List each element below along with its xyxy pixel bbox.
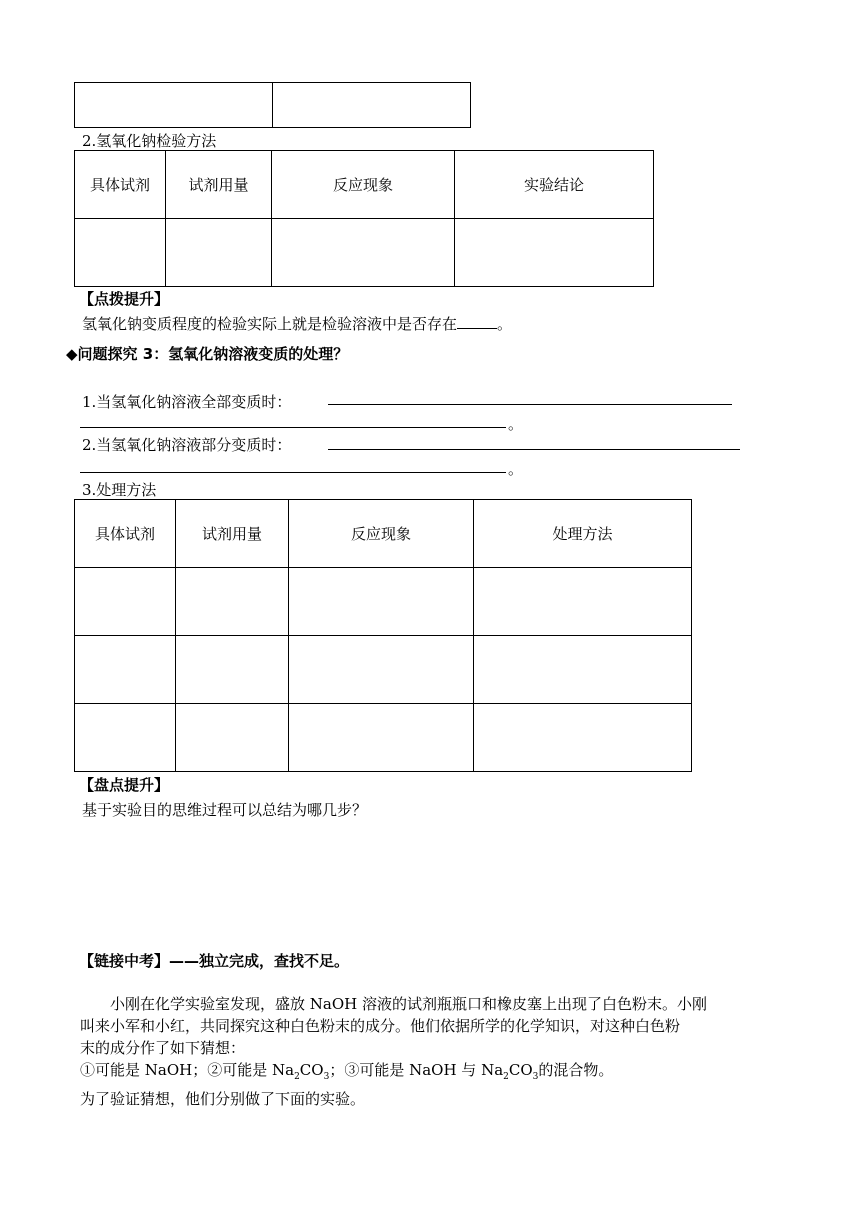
answer-blank[interactable] bbox=[457, 314, 497, 329]
tip-text: 基于实验目的思维过程可以总结为哪几步？ bbox=[82, 801, 368, 819]
section-title: 2.氢氧化钠检验方法 bbox=[82, 132, 217, 150]
table-cell[interactable] bbox=[176, 704, 289, 772]
table-header: 反应现象 bbox=[272, 151, 455, 219]
top-table bbox=[74, 82, 471, 128]
guesses-line bbox=[80, 1059, 780, 1088]
table-cell[interactable] bbox=[474, 636, 692, 704]
passage-line: 叫来小军和小红，共同探究这种白色粉末的成分。他们依据所学的化学知识，对这种白色粉 bbox=[80, 1017, 681, 1035]
table-header: 反应现象 bbox=[289, 500, 474, 568]
table-cell[interactable] bbox=[455, 219, 654, 287]
tip-text-after: 。 bbox=[497, 315, 513, 333]
guess-text: CO bbox=[508, 1061, 533, 1079]
table-cell[interactable] bbox=[176, 636, 289, 704]
passage-line: 小刚在化学实验室发现，盛放 NaOH 溶液的试剂瓶瓶口和橡皮塞上出现了白色粉末。小刚 bbox=[110, 995, 707, 1013]
tip-text bbox=[82, 314, 512, 334]
table-header: 具体试剂 bbox=[75, 500, 176, 568]
tip-text-before: 氢氧化钠变质程度的检验实际上就是检验溶液中是否存在 bbox=[82, 315, 458, 333]
subscript: 3 bbox=[323, 1072, 330, 1082]
tip-heading: 【盘点提升】 bbox=[79, 776, 170, 794]
problem-title bbox=[66, 343, 348, 364]
problem-title-text: 问题探究 3：氢氧化钠溶液变质的处理？ bbox=[77, 345, 349, 363]
passage-line: 末的成分作了如下猜想： bbox=[80, 1039, 246, 1057]
table-cell[interactable] bbox=[75, 704, 176, 772]
diamond-icon: ◆ bbox=[66, 345, 78, 363]
table-header: 试剂用量 bbox=[166, 151, 272, 219]
link-heading: 【链接中考】——独立完成，查找不足。 bbox=[79, 952, 350, 970]
subscript: 3 bbox=[532, 1072, 539, 1082]
question-1-label: 1.当氢氧化钠溶液全部变质时： bbox=[82, 393, 292, 411]
treatment-table bbox=[74, 499, 692, 772]
table-cell[interactable] bbox=[176, 568, 289, 636]
table-header: 具体试剂 bbox=[75, 151, 166, 219]
table-cell[interactable] bbox=[474, 704, 692, 772]
guess-text: ；③可能是 NaOH 与 Na bbox=[329, 1061, 504, 1079]
passage-line: 为了验证猜想，他们分别做了下面的实验。 bbox=[80, 1090, 366, 1108]
table-cell[interactable] bbox=[289, 636, 474, 704]
test-method-table bbox=[74, 150, 654, 287]
subscript: 2 bbox=[294, 1072, 300, 1082]
table-cell[interactable] bbox=[166, 219, 272, 287]
table-cell[interactable] bbox=[474, 568, 692, 636]
question-end: 。 bbox=[508, 460, 524, 478]
table-header: 实验结论 bbox=[455, 151, 654, 219]
subscript: 2 bbox=[503, 1072, 509, 1082]
table-cell[interactable] bbox=[75, 83, 273, 128]
answer-line[interactable] bbox=[328, 404, 732, 405]
table-header: 处理方法 bbox=[474, 500, 692, 568]
answer-line[interactable] bbox=[328, 449, 740, 450]
table-cell[interactable] bbox=[272, 219, 455, 287]
table-cell[interactable] bbox=[75, 568, 176, 636]
table-cell[interactable] bbox=[75, 636, 176, 704]
tip-heading: 【点拨提升】 bbox=[79, 290, 170, 308]
table-cell[interactable] bbox=[289, 568, 474, 636]
table-header: 试剂用量 bbox=[176, 500, 289, 568]
answer-line[interactable] bbox=[80, 472, 506, 473]
table-cell[interactable] bbox=[273, 83, 471, 128]
question-2-label: 2.当氢氧化钠溶液部分变质时： bbox=[82, 436, 292, 454]
table-cell[interactable] bbox=[75, 219, 166, 287]
table-cell[interactable] bbox=[289, 704, 474, 772]
answer-line[interactable] bbox=[80, 427, 506, 428]
guess-text: 的混合物。 bbox=[538, 1061, 614, 1079]
passage bbox=[80, 993, 780, 1110]
guess-text: ①可能是 NaOH；②可能是 Na bbox=[80, 1061, 295, 1079]
section-title: 3.处理方法 bbox=[82, 481, 157, 499]
guess-text: CO bbox=[299, 1061, 324, 1079]
question-end: 。 bbox=[508, 415, 524, 433]
